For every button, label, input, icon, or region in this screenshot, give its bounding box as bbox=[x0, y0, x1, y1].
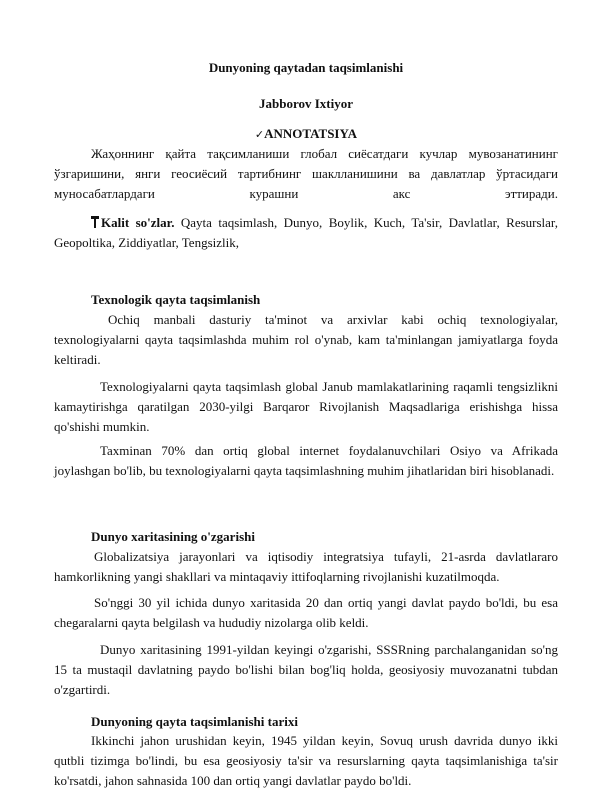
section-heading: Dunyo xaritasining o'zgarishi bbox=[91, 529, 255, 544]
annotation-heading-line bbox=[0, 124, 612, 145]
checkmark-icon: ✓ bbox=[254, 128, 265, 141]
section-paragraph: Globalizatsiya jarayonlari va iqtisodiy integratsiya tufayli, 21-asrda davlatlararo hamkorlikning yangi shakllari va mintaqaviy ittifoqlarning rivojlanishi kuzatilmoqda. bbox=[54, 549, 558, 584]
section-paragraph: So'nggi 30 yil ichida dunyo xaritasida 20 dan ortiq yangi davlat paydo bo'ldi, bu esa chegaralarni qayta belgilash va hududiy nizolarga olib keldi. bbox=[54, 595, 558, 630]
section-paragraph: Texnologiyalarni qayta taqsimlash global Janub mamlakatlarining raqamli tengsizlikni kamaytirishga qaratilgan 2030-yilgi Barqaror Rivojlanish Maqsadlariga erishishga hissa qo'shishi mumkin. bbox=[54, 379, 558, 434]
keywords-list: Qayta taqsimlash, Dunyo, Boylik, Kuch, Ta'sir, Davlatlar, Resurslar, Geopoltika, Ziddiyatlar, Tengsizlik, bbox=[54, 215, 558, 250]
pin-icon bbox=[91, 216, 99, 228]
section-heading: Texnologik qayta taqsimlanish bbox=[91, 292, 261, 307]
section-paragraph: Ochiq manbali dasturiy ta'minot va arxivlar kabi ochiq texnologiyalar, texnologiyalarni qayta taqsimlashda muhim rol o'ynab, kam ta'minlangan jamiyatlarga foyda keltiradi. bbox=[54, 312, 558, 367]
keywords-paragraph bbox=[54, 213, 558, 253]
paper-author: Jabborov Ixtiyor bbox=[258, 96, 353, 111]
section-paragraph: Taxminan 70% dan ortiq global internet foydalanuvchilari Osiyo va Afrikada joylashgan bo'lib, bu texnologiyalarni qayta taqsimlashning muhim jihatlaridan biri hisoblanadi. bbox=[54, 443, 558, 478]
paper-title: Dunyoning qaytadan taqsimlanishi bbox=[208, 60, 404, 75]
annotation-heading: ANNOTATSIYA bbox=[264, 126, 358, 141]
section-paragraph: Ikkinchi jahon urushidan keyin, 1945 yildan keyin, Sovuq urush davrida dunyo ikki qutbli tizimga bo'lindi, bu esa geosiyosiy ta'sir va resurslarning qayta taqsimlanishiga ta'sir ko'rsatdi, jahon sahnasida 100 dan ortiq yangi davlatlar paydo bo'ldi. bbox=[54, 733, 558, 788]
section-paragraph: Dunyo xaritasining 1991-yildan keyingi o'zgarishi, SSSRning parchalanganidan so'ng 15 ta mustaqil davlatning paydo bo'lishi bilan bog'liq holda, geosiyosiy muvozanatni tubdan o'zgartirdi. bbox=[54, 642, 558, 697]
keywords-label: Kalit so'zlar. bbox=[101, 215, 175, 230]
annotation-text: Жаҳоннинг қайта тақсимланиши глобал сиёсатдаги кучлар мувозанатининг ўзгаришини, янги геосиёсий тартибнинг шаклланишини ва давлатлар ўртасидаги муносабатлардаги курашни акс эттиради. bbox=[54, 146, 558, 201]
section-heading: Dunyoning qayta taqsimlanishi tarixi bbox=[91, 714, 298, 729]
